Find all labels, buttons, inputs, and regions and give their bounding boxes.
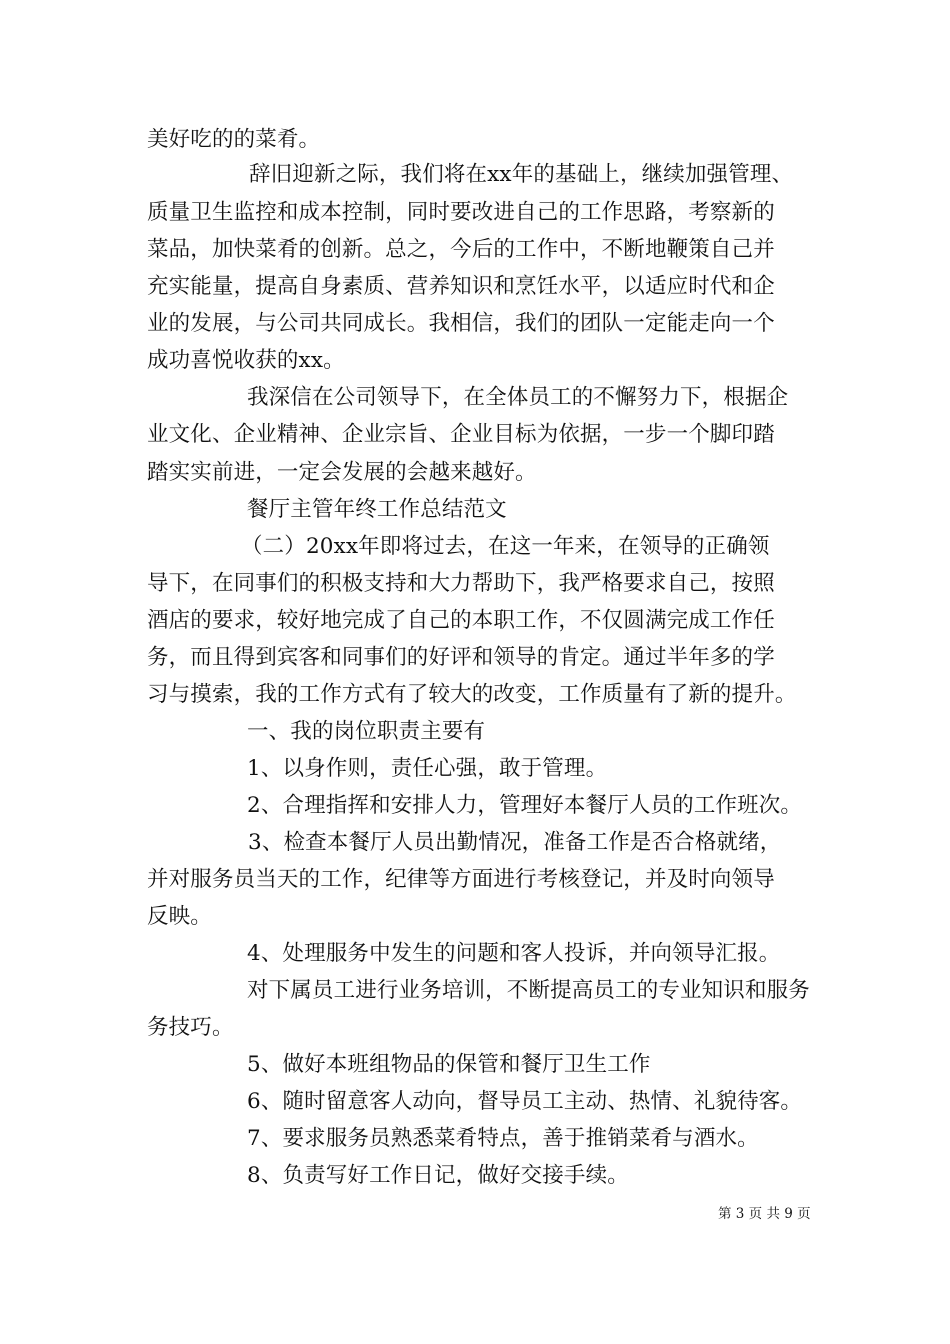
list-item: 1、以身作则，责任心强，敢于管理。 bbox=[247, 756, 608, 781]
list-item: 6、随时留意客人动向，督导员工主动、热情、礼貌待客。 bbox=[247, 1089, 803, 1114]
text-line: 菜品，加快菜肴的创新。总之，今后的工作中，不断地鞭策自己并 bbox=[147, 237, 775, 262]
text-line: 导下，在同事们的积极支持和大力帮助下，我严格要求自己，按照 bbox=[147, 571, 775, 596]
section-heading: 一、我的岗位职责主要有 bbox=[247, 719, 486, 744]
list-item: 5、做好本班组物品的保管和餐厅卫生工作 bbox=[247, 1052, 651, 1077]
text-line: （二）20xx年即将过去，在这一年来，在领导的正确领 bbox=[241, 534, 770, 559]
section-heading: 餐厅主管年终工作总结范文 bbox=[247, 497, 507, 522]
list-item: 7、要求服务员熟悉菜肴特点，善于推销菜肴与酒水。 bbox=[247, 1126, 759, 1151]
text-line: 业文化、企业精神、企业宗旨、企业目标为依据，一步一个脚印踏 bbox=[147, 422, 775, 447]
page-number: 第 3 页 共 9 页 bbox=[718, 1206, 811, 1222]
text-line: 美好吃的的菜肴。 bbox=[147, 127, 321, 152]
list-item: 8、负责写好工作日记，做好交接手续。 bbox=[247, 1163, 629, 1188]
text-line: 反映。 bbox=[147, 904, 212, 929]
list-item: 4、处理服务中发生的问题和客人投诉，并向领导汇报。 bbox=[247, 941, 781, 966]
text-line: 成功喜悦收获的xx。 bbox=[147, 348, 345, 373]
text-line: 务技巧。 bbox=[147, 1015, 234, 1040]
text-line: 务，而且得到宾客和同事们的好评和领导的肯定。通过半年多的学 bbox=[147, 645, 775, 670]
text-line: 业的发展，与公司共同成长。我相信，我们的团队一定能走向一个 bbox=[147, 311, 775, 336]
text-line: 对下属员工进行业务培训，不断提高员工的专业知识和服务 bbox=[247, 978, 810, 1003]
list-item: 3、检查本餐厅人员出勤情况，准备工作是否合格就绪， bbox=[248, 830, 782, 855]
text-line: 并对服务员当天的工作，纪律等方面进行考核登记，并及时向领导 bbox=[147, 867, 775, 892]
text-line: 酒店的要求，较好地完成了自己的本职工作，不仅圆满完成工作任 bbox=[147, 608, 775, 633]
text-line: 习与摸索，我的工作方式有了较大的改变，工作质量有了新的提升。 bbox=[147, 682, 797, 707]
text-line: 我深信在公司领导下，在全体员工的不懈努力下，根据企 bbox=[247, 385, 789, 410]
text-line: 踏实实前进，一定会发展的会越来越好。 bbox=[147, 460, 537, 485]
text-line: 质量卫生监控和成本控制，同时要改进自己的工作思路，考察新的 bbox=[147, 200, 775, 225]
list-item: 2、合理指挥和安排人力，管理好本餐厅人员的工作班次。 bbox=[247, 793, 803, 818]
text-line: 充实能量，提高自身素质、营养知识和烹饪水平，以适应时代和企 bbox=[147, 274, 775, 299]
text-line: 辞旧迎新之际，我们将在xx年的基础上，继续加强管理、 bbox=[249, 162, 794, 187]
